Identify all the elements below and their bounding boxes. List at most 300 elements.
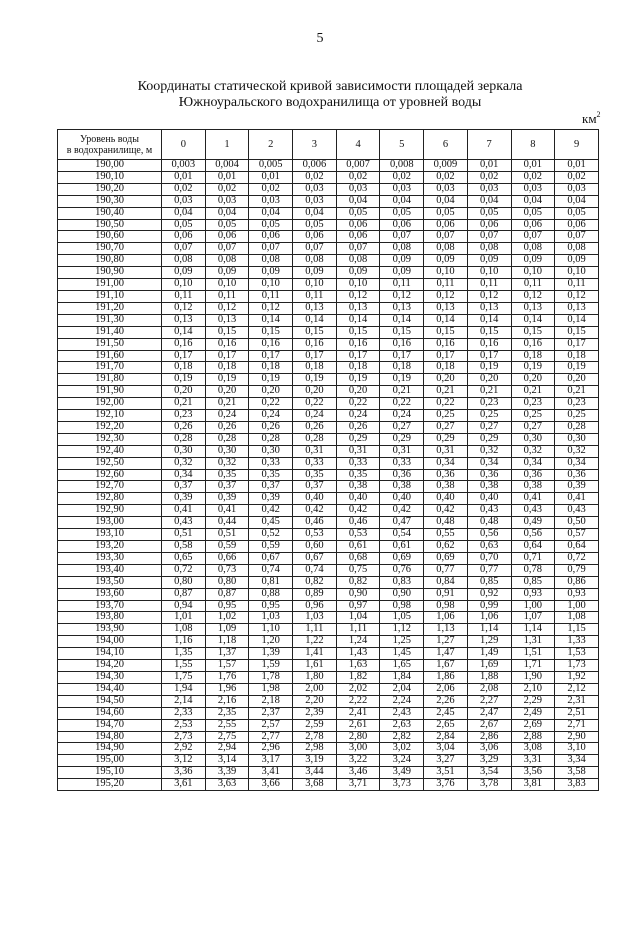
value-cell: 0,39: [162, 493, 206, 505]
value-cell: 2,04: [380, 683, 424, 695]
level-cell: 191,70: [58, 362, 162, 374]
value-cell: 0,02: [467, 171, 511, 183]
column-header: 6: [424, 130, 468, 160]
level-cell: 190,60: [58, 231, 162, 243]
value-cell: 2,10: [511, 683, 555, 695]
value-cell: 0,36: [555, 469, 599, 481]
value-cell: 0,15: [467, 326, 511, 338]
value-cell: 0,66: [205, 552, 249, 564]
value-cell: 0,78: [511, 564, 555, 576]
level-cell: 193,20: [58, 541, 162, 553]
value-cell: 0,15: [249, 326, 293, 338]
value-cell: 1,61: [293, 660, 337, 672]
value-cell: 0,17: [336, 350, 380, 362]
table-row: [58, 612, 599, 624]
value-cell: 2,45: [424, 707, 468, 719]
table-row: [58, 457, 599, 469]
value-cell: 1,84: [380, 671, 424, 683]
value-cell: 0,08: [424, 243, 468, 255]
page-number: 5: [316, 31, 324, 46]
level-cell: 192,10: [58, 410, 162, 422]
value-cell: 1,11: [336, 624, 380, 636]
value-cell: 1,88: [467, 671, 511, 683]
value-cell: 0,35: [249, 469, 293, 481]
level-cell: 191,10: [58, 290, 162, 302]
value-cell: 1,37: [205, 648, 249, 660]
level-cell: 191,90: [58, 386, 162, 398]
value-cell: 0,20: [205, 386, 249, 398]
value-cell: 0,02: [555, 171, 599, 183]
table-row: [58, 350, 599, 362]
value-cell: 0,24: [249, 410, 293, 422]
table-row: [58, 386, 599, 398]
value-cell: 1,94: [162, 683, 206, 695]
value-cell: 0,32: [511, 445, 555, 457]
value-cell: 1,25: [380, 636, 424, 648]
value-cell: 0,07: [205, 243, 249, 255]
level-cell: 194,40: [58, 683, 162, 695]
level-cell: 193,40: [58, 564, 162, 576]
value-cell: 0,20: [162, 386, 206, 398]
value-cell: 0,04: [336, 195, 380, 207]
value-cell: 1,01: [162, 612, 206, 624]
value-cell: 0,35: [293, 469, 337, 481]
value-cell: 0,84: [424, 576, 468, 588]
value-cell: 1,08: [555, 612, 599, 624]
table-row: [58, 410, 599, 422]
value-cell: 0,22: [380, 398, 424, 410]
value-cell: 3,46: [336, 767, 380, 779]
value-cell: 0,14: [511, 314, 555, 326]
value-cell: 0,77: [424, 564, 468, 576]
value-cell: 0,62: [424, 541, 468, 553]
value-cell: 0,08: [380, 243, 424, 255]
table-row: [58, 326, 599, 338]
value-cell: 0,53: [336, 529, 380, 541]
value-cell: 2,27: [467, 695, 511, 707]
value-cell: 2,31: [555, 695, 599, 707]
value-cell: 0,01: [555, 160, 599, 172]
value-cell: 0,13: [162, 314, 206, 326]
value-cell: 3,71: [336, 779, 380, 791]
value-cell: 0,20: [293, 386, 337, 398]
value-cell: 1,18: [205, 636, 249, 648]
value-cell: 0,09: [467, 255, 511, 267]
value-cell: 0,29: [424, 433, 468, 445]
value-cell: 0,04: [205, 207, 249, 219]
value-cell: 3,12: [162, 755, 206, 767]
value-cell: 0,99: [467, 600, 511, 612]
value-cell: 3,66: [249, 779, 293, 791]
value-cell: 0,39: [249, 493, 293, 505]
value-cell: 0,10: [424, 267, 468, 279]
value-cell: 0,23: [511, 398, 555, 410]
value-cell: 0,04: [380, 195, 424, 207]
value-cell: 0,38: [467, 481, 511, 493]
value-cell: 0,04: [511, 195, 555, 207]
value-cell: 3,24: [380, 755, 424, 767]
value-cell: 0,31: [380, 445, 424, 457]
level-cell: 193,80: [58, 612, 162, 624]
value-cell: 0,34: [467, 457, 511, 469]
table-row: [58, 433, 599, 445]
table-row: [58, 576, 599, 588]
value-cell: 0,18: [424, 362, 468, 374]
value-cell: 2,37: [249, 707, 293, 719]
level-cell: 193,30: [58, 552, 162, 564]
value-cell: 0,10: [511, 267, 555, 279]
value-cell: 0,06: [336, 219, 380, 231]
value-cell: 1,09: [205, 624, 249, 636]
table-row: [58, 243, 599, 255]
value-cell: 2,67: [467, 719, 511, 731]
value-cell: 0,01: [205, 171, 249, 183]
value-cell: 2,63: [380, 719, 424, 731]
value-cell: 0,22: [336, 398, 380, 410]
value-cell: 1,31: [511, 636, 555, 648]
value-cell: 0,18: [380, 362, 424, 374]
value-cell: 0,14: [424, 314, 468, 326]
value-cell: 0,01: [467, 160, 511, 172]
value-cell: 2,51: [555, 707, 599, 719]
value-cell: 0,12: [511, 290, 555, 302]
value-cell: 0,05: [293, 219, 337, 231]
level-cell: 191,80: [58, 374, 162, 386]
value-cell: 0,13: [555, 302, 599, 314]
table-row: [58, 231, 599, 243]
value-cell: 3,31: [511, 755, 555, 767]
table-row: [58, 505, 599, 517]
table-row: [58, 731, 599, 743]
value-cell: 0,17: [162, 350, 206, 362]
value-cell: 0,14: [293, 314, 337, 326]
level-cell: 192,50: [58, 457, 162, 469]
value-cell: 3,68: [293, 779, 337, 791]
value-cell: 1,11: [293, 624, 337, 636]
value-cell: 1,33: [555, 636, 599, 648]
table-header-row: [58, 130, 599, 160]
value-cell: 0,59: [205, 541, 249, 553]
value-cell: 0,30: [555, 433, 599, 445]
value-cell: 0,16: [336, 338, 380, 350]
value-cell: 0,18: [293, 362, 337, 374]
value-cell: 0,13: [205, 314, 249, 326]
value-cell: 0,20: [336, 386, 380, 398]
value-cell: 0,02: [205, 183, 249, 195]
level-cell: 195,00: [58, 755, 162, 767]
value-cell: 0,58: [162, 541, 206, 553]
value-cell: 0,88: [249, 588, 293, 600]
value-cell: 0,32: [467, 445, 511, 457]
value-cell: 2,02: [336, 683, 380, 695]
table-row: [58, 183, 599, 195]
value-cell: 0,43: [511, 505, 555, 517]
value-cell: 0,30: [511, 433, 555, 445]
value-cell: 0,10: [293, 279, 337, 291]
value-cell: 2,84: [424, 731, 468, 743]
value-cell: 0,09: [555, 255, 599, 267]
value-cell: 0,18: [555, 350, 599, 362]
table-row: [58, 421, 599, 433]
level-cell: 194,00: [58, 636, 162, 648]
value-cell: 0,40: [424, 493, 468, 505]
value-cell: 0,40: [293, 493, 337, 505]
value-cell: 0,97: [336, 600, 380, 612]
value-cell: 0,02: [511, 171, 555, 183]
value-cell: 0,27: [380, 421, 424, 433]
value-cell: 0,23: [162, 410, 206, 422]
value-cell: 0,15: [205, 326, 249, 338]
value-cell: 0,02: [293, 171, 337, 183]
value-cell: 3,76: [424, 779, 468, 791]
value-cell: 0,17: [249, 350, 293, 362]
value-cell: 0,50: [555, 517, 599, 529]
value-cell: 2,98: [293, 743, 337, 755]
value-cell: 0,05: [249, 219, 293, 231]
value-cell: 0,14: [380, 314, 424, 326]
value-cell: 1,27: [424, 636, 468, 648]
value-cell: 0,08: [162, 255, 206, 267]
value-cell: 1,14: [467, 624, 511, 636]
value-cell: 0,15: [293, 326, 337, 338]
value-cell: 0,80: [162, 576, 206, 588]
value-cell: 3,56: [511, 767, 555, 779]
value-cell: 0,77: [467, 564, 511, 576]
value-cell: 3,36: [162, 767, 206, 779]
table-row: [58, 469, 599, 481]
value-cell: 0,43: [467, 505, 511, 517]
value-cell: 0,24: [293, 410, 337, 422]
value-cell: 0,82: [336, 576, 380, 588]
value-cell: 0,65: [162, 552, 206, 564]
value-cell: 1,41: [293, 648, 337, 660]
value-cell: 0,71: [511, 552, 555, 564]
value-cell: 0,20: [249, 386, 293, 398]
value-cell: 2,41: [336, 707, 380, 719]
value-cell: 0,11: [205, 290, 249, 302]
level-cell: 194,60: [58, 707, 162, 719]
value-cell: 0,08: [249, 255, 293, 267]
value-cell: 3,08: [511, 743, 555, 755]
value-cell: 0,30: [205, 445, 249, 457]
value-cell: 0,05: [205, 219, 249, 231]
value-cell: 2,33: [162, 707, 206, 719]
value-cell: 0,11: [380, 279, 424, 291]
value-cell: 2,55: [205, 719, 249, 731]
value-cell: 0,21: [467, 386, 511, 398]
value-cell: 0,17: [555, 338, 599, 350]
table-row: [58, 552, 599, 564]
value-cell: 2,53: [162, 719, 206, 731]
value-cell: 1,06: [424, 612, 468, 624]
value-cell: 1,53: [555, 648, 599, 660]
value-cell: 0,94: [162, 600, 206, 612]
value-cell: 0,16: [511, 338, 555, 350]
value-cell: 2,75: [205, 731, 249, 743]
value-cell: 0,07: [424, 231, 468, 243]
value-cell: 3,49: [380, 767, 424, 779]
table-row: [58, 279, 599, 291]
value-cell: 0,36: [424, 469, 468, 481]
value-cell: 0,12: [205, 302, 249, 314]
value-cell: 0,42: [249, 505, 293, 517]
column-header: 8: [511, 130, 555, 160]
value-cell: 0,87: [205, 588, 249, 600]
table-row: [58, 207, 599, 219]
value-cell: 1,51: [511, 648, 555, 660]
level-cell: 192,30: [58, 433, 162, 445]
value-cell: 2,77: [249, 731, 293, 743]
value-cell: 0,23: [467, 398, 511, 410]
value-cell: 2,82: [380, 731, 424, 743]
value-cell: 0,55: [424, 529, 468, 541]
table-body: [58, 160, 599, 791]
table-row: [58, 707, 599, 719]
value-cell: 1,03: [249, 612, 293, 624]
value-cell: 0,09: [162, 267, 206, 279]
value-cell: 3,73: [380, 779, 424, 791]
value-cell: 0,28: [249, 433, 293, 445]
value-cell: 0,36: [467, 469, 511, 481]
level-cell: 193,00: [58, 517, 162, 529]
table-row: [58, 160, 599, 172]
value-cell: 0,75: [336, 564, 380, 576]
value-cell: 0,21: [555, 386, 599, 398]
value-cell: 1,71: [511, 660, 555, 672]
value-cell: 0,18: [336, 362, 380, 374]
value-cell: 2,12: [555, 683, 599, 695]
value-cell: 0,21: [205, 398, 249, 410]
value-cell: 0,34: [162, 469, 206, 481]
value-cell: 0,19: [336, 374, 380, 386]
level-cell: 190,50: [58, 219, 162, 231]
value-cell: 0,38: [511, 481, 555, 493]
value-cell: 0,04: [467, 195, 511, 207]
value-cell: 0,20: [511, 374, 555, 386]
value-cell: 0,33: [249, 457, 293, 469]
value-cell: 0,13: [424, 302, 468, 314]
value-cell: 0,15: [424, 326, 468, 338]
value-cell: 0,46: [293, 517, 337, 529]
value-cell: 0,16: [162, 338, 206, 350]
value-cell: 0,85: [467, 576, 511, 588]
value-cell: 0,98: [424, 600, 468, 612]
level-cell: 192,40: [58, 445, 162, 457]
value-cell: 0,80: [205, 576, 249, 588]
value-cell: 0,19: [555, 362, 599, 374]
table-row: [58, 267, 599, 279]
value-cell: 0,85: [511, 576, 555, 588]
value-cell: 0,05: [511, 207, 555, 219]
level-cell: 194,30: [58, 671, 162, 683]
table-row: [58, 195, 599, 207]
value-cell: 2,39: [293, 707, 337, 719]
value-cell: 3,29: [467, 755, 511, 767]
value-cell: 2,80: [336, 731, 380, 743]
value-cell: 1,78: [249, 671, 293, 683]
value-cell: 0,12: [162, 302, 206, 314]
value-cell: 0,08: [511, 243, 555, 255]
value-cell: 3,06: [467, 743, 511, 755]
value-cell: 0,12: [249, 302, 293, 314]
value-cell: 0,03: [511, 183, 555, 195]
value-cell: 0,03: [380, 183, 424, 195]
value-cell: 0,38: [380, 481, 424, 493]
value-cell: 2,00: [293, 683, 337, 695]
value-cell: 0,17: [293, 350, 337, 362]
value-cell: 3,17: [249, 755, 293, 767]
value-cell: 0,21: [511, 386, 555, 398]
value-cell: 0,14: [467, 314, 511, 326]
value-cell: 0,37: [293, 481, 337, 493]
value-cell: 1,04: [336, 612, 380, 624]
title-line-1: Координаты статической кривой зависимости площадей зеркала: [137, 79, 523, 94]
value-cell: 0,21: [162, 398, 206, 410]
value-cell: 0,07: [336, 243, 380, 255]
value-cell: 0,05: [424, 207, 468, 219]
value-cell: 1,80: [293, 671, 337, 683]
value-cell: 0,10: [555, 267, 599, 279]
value-cell: 1,00: [511, 600, 555, 612]
value-cell: 0,12: [467, 290, 511, 302]
level-cell: 193,10: [58, 529, 162, 541]
table-row: [58, 671, 599, 683]
value-cell: 0,67: [249, 552, 293, 564]
table-row: [58, 398, 599, 410]
table-row: [58, 767, 599, 779]
value-cell: 0,03: [336, 183, 380, 195]
table-row: [58, 445, 599, 457]
level-cell: 191,30: [58, 314, 162, 326]
value-cell: 2,61: [336, 719, 380, 731]
level-cell: 195,10: [58, 767, 162, 779]
table-row: [58, 219, 599, 231]
value-cell: 1,13: [424, 624, 468, 636]
column-header: 4: [336, 130, 380, 160]
value-cell: 1,12: [380, 624, 424, 636]
value-cell: 0,29: [380, 433, 424, 445]
value-cell: 0,27: [511, 421, 555, 433]
value-cell: 0,56: [467, 529, 511, 541]
value-cell: 0,31: [336, 445, 380, 457]
value-cell: 1,05: [380, 612, 424, 624]
value-cell: 0,08: [467, 243, 511, 255]
value-cell: 2,06: [424, 683, 468, 695]
value-cell: 0,06: [205, 231, 249, 243]
table-row: [58, 719, 599, 731]
value-cell: 2,92: [162, 743, 206, 755]
value-cell: 0,15: [336, 326, 380, 338]
value-cell: 3,39: [205, 767, 249, 779]
value-cell: 0,37: [162, 481, 206, 493]
table-row: [58, 541, 599, 553]
value-cell: 0,06: [511, 219, 555, 231]
value-cell: 0,07: [293, 243, 337, 255]
column-header: 1: [205, 130, 249, 160]
value-cell: 0,42: [293, 505, 337, 517]
value-cell: 0,83: [380, 576, 424, 588]
value-cell: 0,07: [380, 231, 424, 243]
level-cell: 193,60: [58, 588, 162, 600]
value-cell: 0,17: [467, 350, 511, 362]
value-cell: 0,64: [511, 541, 555, 553]
value-cell: 0,40: [336, 493, 380, 505]
level-cell: 190,00: [58, 160, 162, 172]
value-cell: 0,15: [511, 326, 555, 338]
value-cell: 3,04: [424, 743, 468, 755]
value-cell: 0,29: [467, 433, 511, 445]
value-cell: 2,29: [511, 695, 555, 707]
